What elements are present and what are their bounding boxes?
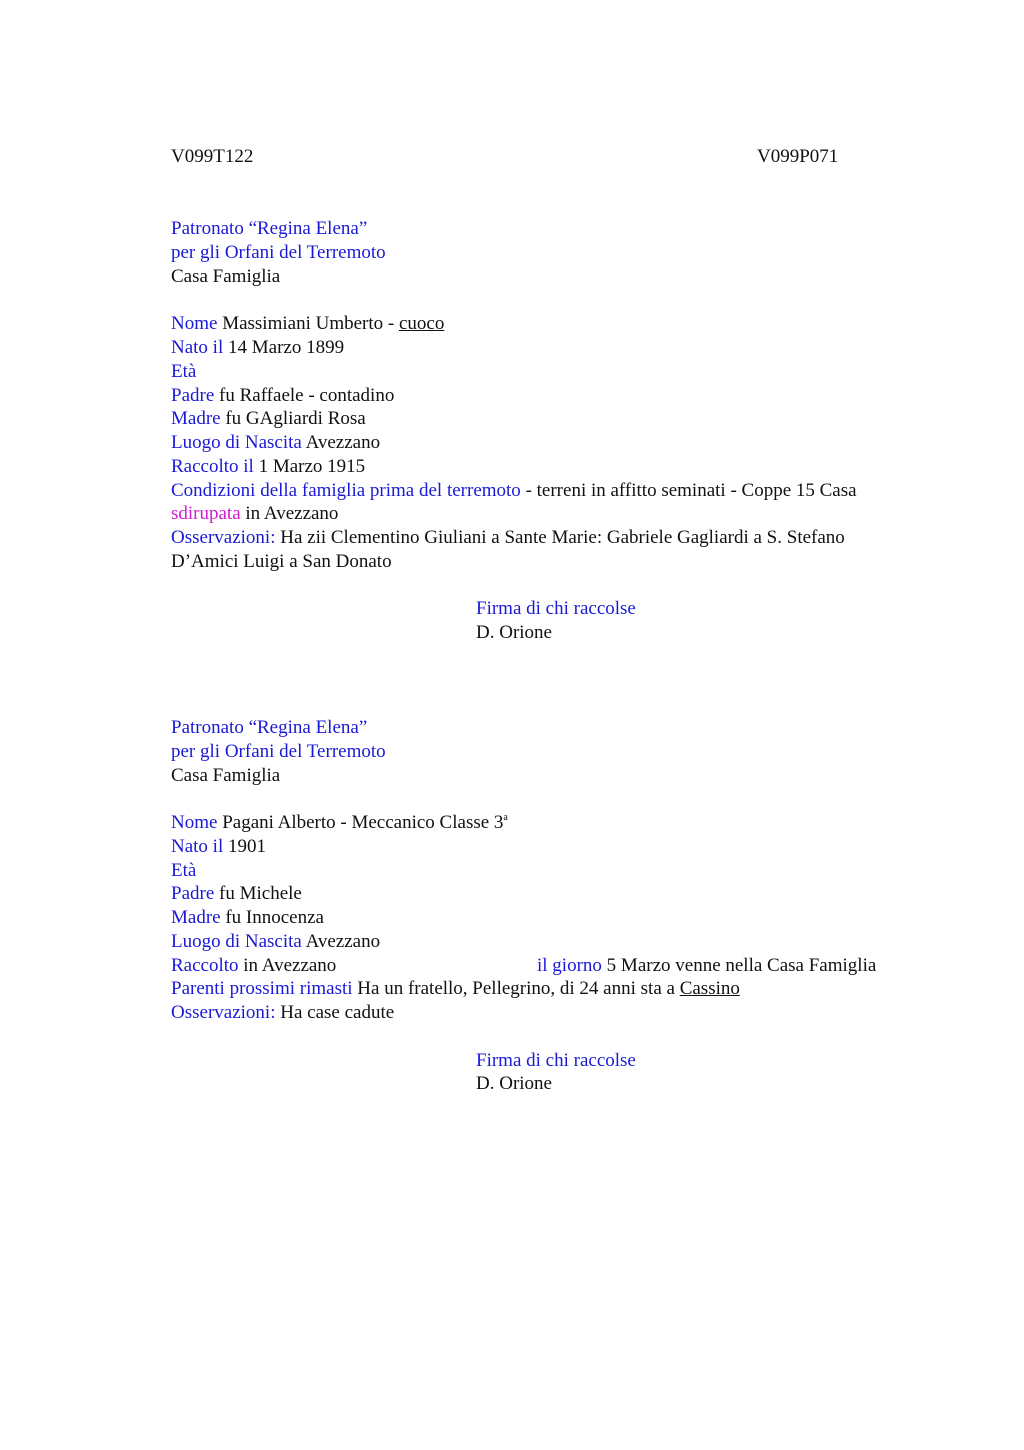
field-osservazioni [171,1001,394,1025]
value-nome: Massimiani Umberto - [222,313,399,334]
value-condizioni: - terreni in affitto seminati - Coppe 15 Casa [520,480,857,501]
field-madre [171,407,366,431]
header-right-code: V099P071 [757,146,839,167]
field-padre [171,882,302,906]
field-raccolto [171,954,336,978]
value-raccolto: 1 Marzo 1915 [258,456,366,477]
label-padre: Padre [171,883,215,904]
label-nome: Nome [171,313,218,334]
org-name-line2: per gli Orfani del Terremoto [171,242,386,263]
label-parenti: Parenti prossimi rimasti [171,978,353,999]
value-luogo: Avezzano [305,931,381,952]
label-luogo: Luogo di Nascita [171,931,302,952]
value-condizioni-highlight: sdirupata [171,503,241,524]
org-name-line2: per gli Orfani del Terremoto [171,741,386,762]
value-padre: fu Michele [219,883,302,904]
value-padre: fu Raffaele - contadino [219,385,395,406]
org-name-line3: Casa Famiglia [171,266,281,287]
value-parenti-place: Cassino [679,978,740,999]
org-name-line3: Casa Famiglia [171,765,281,786]
value-madre: fu GAgliardi Rosa [225,408,366,429]
label-nome: Nome [171,812,218,833]
value-nome-superscript: a [503,812,508,823]
field-nome [171,811,508,835]
value-nome: Pagani Alberto - Meccanico Classe 3 [222,812,504,833]
field-raccolto [171,455,365,479]
field-luogo [171,930,380,954]
value-firma: D. Orione [476,622,552,643]
field-luogo [171,431,380,455]
field-giorno [537,954,876,978]
value-firma: D. Orione [476,1073,552,1094]
label-luogo: Luogo di Nascita [171,432,302,453]
value-osservazioni: Ha zii Clementino Giuliani a Sante Marie: Gabriele Gagliardi a S. Stefano [280,527,845,548]
label-padre: Padre [171,385,215,406]
field-nome [171,312,444,336]
field-condizioni [171,479,857,503]
label-firma: Firma di chi raccolse [476,598,636,619]
label-condizioni: Condizioni della famiglia prima del terremoto [171,480,521,501]
value-osservazioni-2: D’Amici Luigi a San Donato [171,551,392,572]
header-left-code: V099T122 [171,146,254,167]
label-osservazioni: Osservazioni: [171,527,276,548]
value-osservazioni: Ha case cadute [280,1002,395,1023]
label-osservazioni: Osservazioni: [171,1002,276,1023]
field-madre [171,906,324,930]
value-nato: 1901 [228,836,266,857]
label-nato: Nato il [171,337,224,358]
label-giorno: il giorno [537,955,602,976]
field-nato [171,336,344,360]
label-eta: Età [171,361,197,382]
value-giorno: 5 Marzo venne nella Casa Famiglia [606,955,877,976]
value-madre: fu Innocenza [225,907,324,928]
label-firma: Firma di chi raccolse [476,1050,636,1071]
value-condizioni-2: in Avezzano [240,503,339,524]
org-name-line1: Patronato “Regina Elena” [171,717,368,738]
value-occupation: cuoco [398,313,445,334]
value-parenti: Ha un fratello, Pellegrino, di 24 anni sta a [357,978,680,999]
value-luogo: Avezzano [305,432,381,453]
value-raccolto: in Avezzano [243,955,337,976]
field-nato [171,835,266,859]
field-parenti [171,977,740,1001]
label-eta: Età [171,860,197,881]
label-madre: Madre [171,408,221,429]
field-osservazioni [171,526,845,550]
label-nato: Nato il [171,836,224,857]
label-raccolto: Raccolto [171,955,239,976]
field-condizioni-cont [171,502,338,526]
org-name-line1: Patronato “Regina Elena” [171,218,368,239]
value-nato: 14 Marzo 1899 [228,337,345,358]
field-padre [171,384,394,408]
label-raccolto: Raccolto il [171,456,254,477]
label-madre: Madre [171,907,221,928]
